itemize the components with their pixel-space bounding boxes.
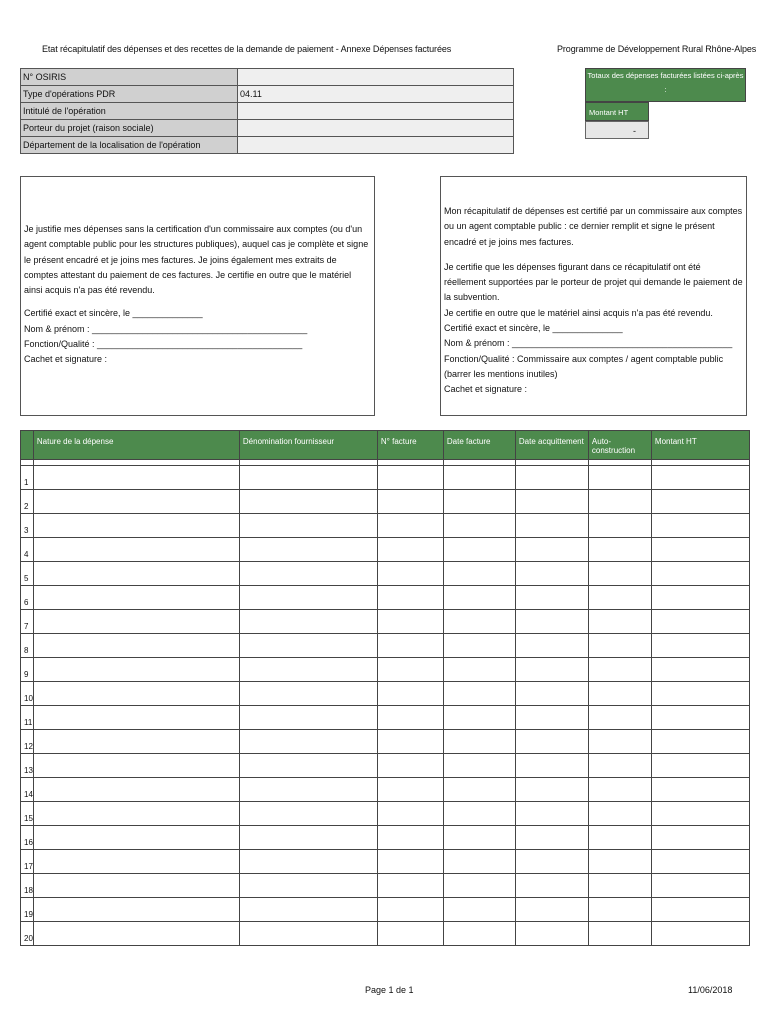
table-cell[interactable] <box>651 874 749 898</box>
row-number: 14 <box>21 778 34 802</box>
col-header-montant-ht: Montant HT <box>651 431 749 460</box>
table-cell[interactable] <box>515 682 588 706</box>
cert-right-signature: Cachet et signature : <box>444 384 528 395</box>
table-cell[interactable] <box>515 490 588 514</box>
table-cell[interactable] <box>588 874 651 898</box>
table-cell[interactable] <box>377 754 443 778</box>
table-row <box>21 586 750 610</box>
table-row <box>21 634 750 658</box>
table-cell[interactable] <box>239 634 377 658</box>
row-number: 16 <box>21 826 34 850</box>
table-cell[interactable] <box>377 610 443 634</box>
program-title: Programme de Développement Rural Rhône-Alpes <box>557 44 757 54</box>
table-cell[interactable] <box>377 562 443 586</box>
table-cell[interactable] <box>651 634 749 658</box>
table-cell[interactable] <box>515 658 588 682</box>
table-cell[interactable] <box>377 514 443 538</box>
col-header-date-acquittement: Date acquittement <box>515 431 588 460</box>
table-cell[interactable] <box>239 610 377 634</box>
table-cell[interactable] <box>239 514 377 538</box>
table-cell[interactable] <box>239 538 377 562</box>
table-cell[interactable] <box>239 850 377 874</box>
table-cell[interactable] <box>515 610 588 634</box>
table-cell[interactable] <box>377 706 443 730</box>
col-header-date-facture: Date facture <box>443 431 515 460</box>
table-cell[interactable] <box>588 658 651 682</box>
table-cell[interactable] <box>651 730 749 754</box>
table-cell[interactable] <box>651 562 749 586</box>
table-cell[interactable] <box>515 754 588 778</box>
table-cell[interactable] <box>239 658 377 682</box>
table-cell[interactable] <box>588 682 651 706</box>
table-row <box>21 658 750 682</box>
row-number: 7 <box>21 610 34 634</box>
table-cell[interactable] <box>33 754 239 778</box>
table-cell[interactable] <box>588 466 651 490</box>
table-cell[interactable] <box>239 730 377 754</box>
table-cell[interactable] <box>239 682 377 706</box>
table-cell[interactable] <box>377 898 443 922</box>
table-cell[interactable] <box>33 778 239 802</box>
row-number: 2 <box>21 490 34 514</box>
row-number-header <box>21 431 34 460</box>
table-cell[interactable] <box>443 586 515 610</box>
table-cell[interactable] <box>443 610 515 634</box>
table-cell[interactable] <box>33 610 239 634</box>
table-cell[interactable] <box>651 922 749 946</box>
table-row <box>21 802 750 826</box>
info-row <box>21 103 514 120</box>
col-header-auto-construction: Auto-construction <box>588 431 651 460</box>
table-row <box>21 730 750 754</box>
table-cell[interactable] <box>239 466 377 490</box>
table-cell[interactable] <box>588 514 651 538</box>
table-cell[interactable] <box>651 850 749 874</box>
expenses-table <box>20 430 750 946</box>
table-cell[interactable] <box>651 898 749 922</box>
table-cell[interactable] <box>239 778 377 802</box>
table-row <box>21 538 750 562</box>
table-cell[interactable] <box>33 850 239 874</box>
cert-left-certified: Certifié exact et sincère, le ______________ <box>24 308 203 319</box>
table-cell[interactable] <box>515 802 588 826</box>
table-cell[interactable] <box>651 802 749 826</box>
table-row <box>21 562 750 586</box>
table-cell[interactable] <box>515 898 588 922</box>
row-number: 3 <box>21 514 34 538</box>
table-cell[interactable] <box>515 466 588 490</box>
table-cell[interactable] <box>651 610 749 634</box>
table-cell[interactable] <box>443 634 515 658</box>
row-number: 18 <box>21 874 34 898</box>
table-cell[interactable] <box>443 802 515 826</box>
table-cell[interactable] <box>515 538 588 562</box>
table-cell[interactable] <box>377 730 443 754</box>
table-cell[interactable] <box>33 874 239 898</box>
info-value-field[interactable] <box>238 103 514 120</box>
table-cell[interactable] <box>33 538 239 562</box>
table-cell[interactable] <box>239 922 377 946</box>
info-label: Type d'opérations PDR <box>21 86 238 103</box>
table-cell[interactable] <box>33 466 239 490</box>
cert-left-function: Fonction/Qualité : _________________________________________ <box>24 339 303 350</box>
table-cell[interactable] <box>377 490 443 514</box>
row-number: 5 <box>21 562 34 586</box>
row-number: 12 <box>21 730 34 754</box>
operation-info-table <box>20 68 514 154</box>
table-cell[interactable] <box>651 754 749 778</box>
table-cell[interactable] <box>33 562 239 586</box>
info-value-field[interactable] <box>238 137 514 154</box>
table-cell[interactable] <box>651 706 749 730</box>
table-cell[interactable] <box>443 850 515 874</box>
table-cell[interactable] <box>515 634 588 658</box>
certification-box-right <box>440 176 747 416</box>
cert-left-signature: Cachet et signature : <box>24 354 108 365</box>
table-cell[interactable] <box>443 514 515 538</box>
table-cell[interactable] <box>588 610 651 634</box>
table-cell[interactable] <box>443 754 515 778</box>
table-cell[interactable] <box>515 874 588 898</box>
info-value-field[interactable]: 04.11 <box>238 86 514 103</box>
info-value-field[interactable] <box>238 69 514 86</box>
totals-value: - <box>585 121 649 139</box>
table-cell[interactable] <box>443 898 515 922</box>
table-cell[interactable] <box>239 898 377 922</box>
cert-right-function: Fonction/Qualité : Commissaire aux comptes / agent comptable public (barrer les mentions inutiles) <box>444 353 724 379</box>
table-cell[interactable] <box>239 802 377 826</box>
col-header-fournisseur: Dénomination fournisseur <box>239 431 377 460</box>
row-number: 10 <box>21 682 34 706</box>
cert-right-body: Je certifie que les dépenses figurant dans ce récapitulatif ont été réellement supportées par le porteur de projet qui demande le paiement de la subvention. <box>444 261 743 303</box>
info-row <box>21 69 514 86</box>
table-cell[interactable] <box>588 562 651 586</box>
table-cell[interactable] <box>515 826 588 850</box>
table-cell[interactable] <box>33 514 239 538</box>
table-cell[interactable] <box>588 802 651 826</box>
table-cell[interactable] <box>239 586 377 610</box>
cert-left-intro: Je justifie mes dépenses sans la certification d'un commissaire aux comptes (ou d'un agent comptable public pour les structures publiques), auquel cas je complète et signe le présent encadré et je joins mes factures. Je joins également mes extraits de comptes attestant du paiement de ces factures. Je certifie en outre que le matériel ainsi acquis n'a pas été revendu. <box>24 224 369 296</box>
table-cell[interactable] <box>33 730 239 754</box>
table-cell[interactable] <box>588 898 651 922</box>
table-cell[interactable] <box>515 586 588 610</box>
table-cell[interactable] <box>651 826 749 850</box>
row-number: 19 <box>21 898 34 922</box>
table-cell[interactable] <box>33 658 239 682</box>
table-cell[interactable] <box>651 778 749 802</box>
table-cell[interactable] <box>443 490 515 514</box>
table-cell[interactable] <box>443 826 515 850</box>
table-cell[interactable] <box>515 514 588 538</box>
table-row <box>21 514 750 538</box>
table-cell[interactable] <box>588 778 651 802</box>
table-cell[interactable] <box>588 850 651 874</box>
cert-right-name: Nom & prénom : ____________________________________________ <box>444 338 733 349</box>
table-row <box>21 706 750 730</box>
row-number: 20 <box>21 922 34 946</box>
table-cell[interactable] <box>377 658 443 682</box>
table-cell[interactable] <box>515 922 588 946</box>
document-date: 11/06/2018 <box>688 985 733 995</box>
info-value-field[interactable] <box>238 120 514 137</box>
info-label: Porteur du projet (raison sociale) <box>21 120 238 137</box>
table-cell[interactable] <box>443 874 515 898</box>
table-cell[interactable] <box>651 658 749 682</box>
table-cell[interactable] <box>443 706 515 730</box>
table-cell[interactable] <box>515 778 588 802</box>
table-cell[interactable] <box>588 490 651 514</box>
table-cell[interactable] <box>588 586 651 610</box>
table-cell[interactable] <box>443 466 515 490</box>
table-row <box>21 490 750 514</box>
document-title: Etat récapitulatif des dépenses et des recettes de la demande de paiement - Annexe Dépenses facturées <box>42 44 452 54</box>
table-cell[interactable] <box>588 634 651 658</box>
table-cell[interactable] <box>515 706 588 730</box>
row-number: 13 <box>21 754 34 778</box>
table-cell[interactable] <box>651 514 749 538</box>
table-cell[interactable] <box>377 538 443 562</box>
table-cell[interactable] <box>377 586 443 610</box>
info-row <box>21 120 514 137</box>
table-cell[interactable] <box>377 922 443 946</box>
table-cell[interactable] <box>239 874 377 898</box>
table-cell[interactable] <box>33 802 239 826</box>
table-cell[interactable] <box>588 754 651 778</box>
info-label: N° OSIRIS <box>21 69 238 86</box>
info-row <box>21 86 514 103</box>
table-cell[interactable] <box>239 490 377 514</box>
cert-right-certified: Certifié exact et sincère, le ______________ <box>444 323 623 334</box>
info-row <box>21 137 514 154</box>
table-cell[interactable] <box>377 634 443 658</box>
table-cell[interactable] <box>443 538 515 562</box>
table-cell[interactable] <box>377 802 443 826</box>
row-number: 9 <box>21 658 34 682</box>
table-cell[interactable] <box>33 898 239 922</box>
table-cell[interactable] <box>651 490 749 514</box>
table-cell[interactable] <box>588 538 651 562</box>
table-cell[interactable] <box>651 682 749 706</box>
table-cell[interactable] <box>651 466 749 490</box>
table-cell[interactable] <box>443 730 515 754</box>
row-number: 17 <box>21 850 34 874</box>
table-row <box>21 754 750 778</box>
table-cell[interactable] <box>239 754 377 778</box>
row-number: 6 <box>21 586 34 610</box>
row-number: 15 <box>21 802 34 826</box>
table-row <box>21 874 750 898</box>
table-cell[interactable] <box>588 826 651 850</box>
table-row <box>21 898 750 922</box>
table-cell[interactable] <box>515 850 588 874</box>
table-cell[interactable] <box>33 682 239 706</box>
table-cell[interactable] <box>33 826 239 850</box>
totals-label: Montant HT <box>585 102 649 121</box>
col-header-nature: Nature de la dépense <box>33 431 239 460</box>
table-cell[interactable] <box>443 922 515 946</box>
row-number: 4 <box>21 538 34 562</box>
table-cell[interactable] <box>33 706 239 730</box>
table-cell[interactable] <box>377 826 443 850</box>
table-cell[interactable] <box>377 682 443 706</box>
table-cell[interactable] <box>377 466 443 490</box>
table-row <box>21 778 750 802</box>
table-cell[interactable] <box>377 778 443 802</box>
table-cell[interactable] <box>239 562 377 586</box>
cert-right-intro: Mon récapitulatif de dépenses est certifié par un commissaire aux comptes ou un agent comptable public : ce dernier remplit et signe le présent encadré et je joins mes factures. <box>444 206 743 247</box>
table-cell[interactable] <box>443 562 515 586</box>
row-number: 11 <box>21 706 34 730</box>
cert-right-resale: Je certifie en outre que le matériel ainsi acquis n'a pas été revendu. <box>444 307 713 318</box>
info-label: Département de la localisation de l'opération <box>21 137 238 154</box>
page-number: Page 1 de 1 <box>365 985 414 995</box>
table-row <box>21 826 750 850</box>
table-cell[interactable] <box>515 562 588 586</box>
table-cell[interactable] <box>33 634 239 658</box>
table-cell[interactable] <box>588 922 651 946</box>
table-cell[interactable] <box>443 682 515 706</box>
table-cell[interactable] <box>651 586 749 610</box>
table-cell[interactable] <box>239 826 377 850</box>
table-cell[interactable] <box>651 538 749 562</box>
table-cell[interactable] <box>377 874 443 898</box>
row-number: 8 <box>21 634 34 658</box>
table-row <box>21 850 750 874</box>
table-cell[interactable] <box>33 922 239 946</box>
row-number: 1 <box>21 466 34 490</box>
table-cell[interactable] <box>239 706 377 730</box>
table-cell[interactable] <box>588 706 651 730</box>
table-cell[interactable] <box>33 490 239 514</box>
table-cell[interactable] <box>377 850 443 874</box>
table-cell[interactable] <box>443 778 515 802</box>
cert-left-name: Nom & prénom : ___________________________________________ <box>24 323 308 334</box>
table-row <box>21 610 750 634</box>
table-row <box>21 682 750 706</box>
totals-heading: Totaux des dépenses facturées listées ci-après : <box>585 68 746 102</box>
table-cell[interactable] <box>588 730 651 754</box>
col-header-n-facture: N° facture <box>377 431 443 460</box>
table-cell[interactable] <box>33 586 239 610</box>
info-label: Intitulé de l'opération <box>21 103 238 120</box>
table-cell[interactable] <box>443 658 515 682</box>
table-cell[interactable] <box>515 730 588 754</box>
table-row <box>21 922 750 946</box>
table-row <box>21 466 750 490</box>
certification-box-left <box>20 176 375 416</box>
